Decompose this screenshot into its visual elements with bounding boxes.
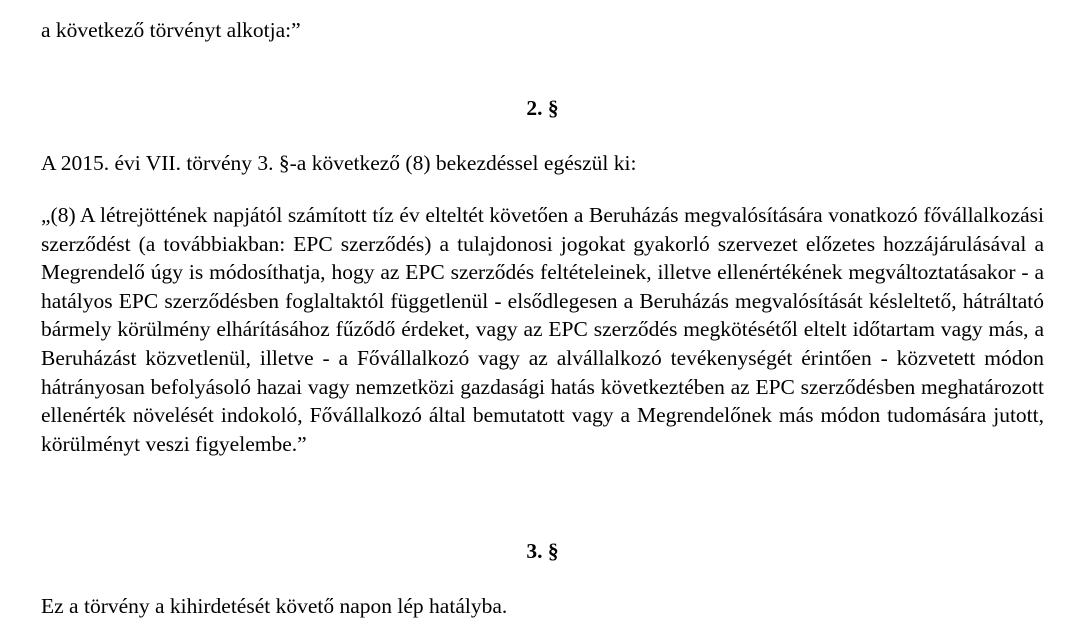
quoted-paragraph: „(8) A létrejöttének napjától számított tíz év elteltét követően a Beruházás megvalósítására vonatkozó fővállalkozási szerződést (a továbbiakban: EPC szerződés) a tulajdonosi jogokat gyakorló szervezet előzetes hozzájárulásával a Megrendelő úgy is módosíthatja, hogy az EPC szerződés feltételeinek, illetve ellenértékének megváltoztatásakor - a hatályos EPC szerződésben foglaltaktól függetlenül - elsődlegesen a Beruházás megvalósítását késleltető, hátráltató bármely körülmény elhárításához fűződő érdeket, vagy az EPC szerződés megkötésétől eltelt időtartam vagy más, a Beruházást közvetlenül, illetve - a Fővállalkozó vagy az alvállalkozó tevékenységét érintően - közvetett módon hátrányosan befolyásoló hazai vagy nemzetközi gazdasági hatás következtében az EPC szerződésben meghatározott ellenérték növelését indokoló, Fővállalkozó által bemutatott vagy a Megrendelőnek más módon tudomására jutott, körülményt veszi figyelembe.” [41, 203, 1044, 456]
section-3-heading: 3. § [526, 539, 559, 563]
intro-line: a következő törvényt alkotja:” [41, 18, 301, 42]
section-3-text: Ez a törvény a kihirdetését követő napon lép hatályba. [41, 594, 508, 618]
section-2-heading: 2. § [526, 96, 559, 120]
amendment-intro: A 2015. évi VII. törvény 3. §-a következő (8) bekezdéssel egészül ki: [41, 151, 637, 175]
